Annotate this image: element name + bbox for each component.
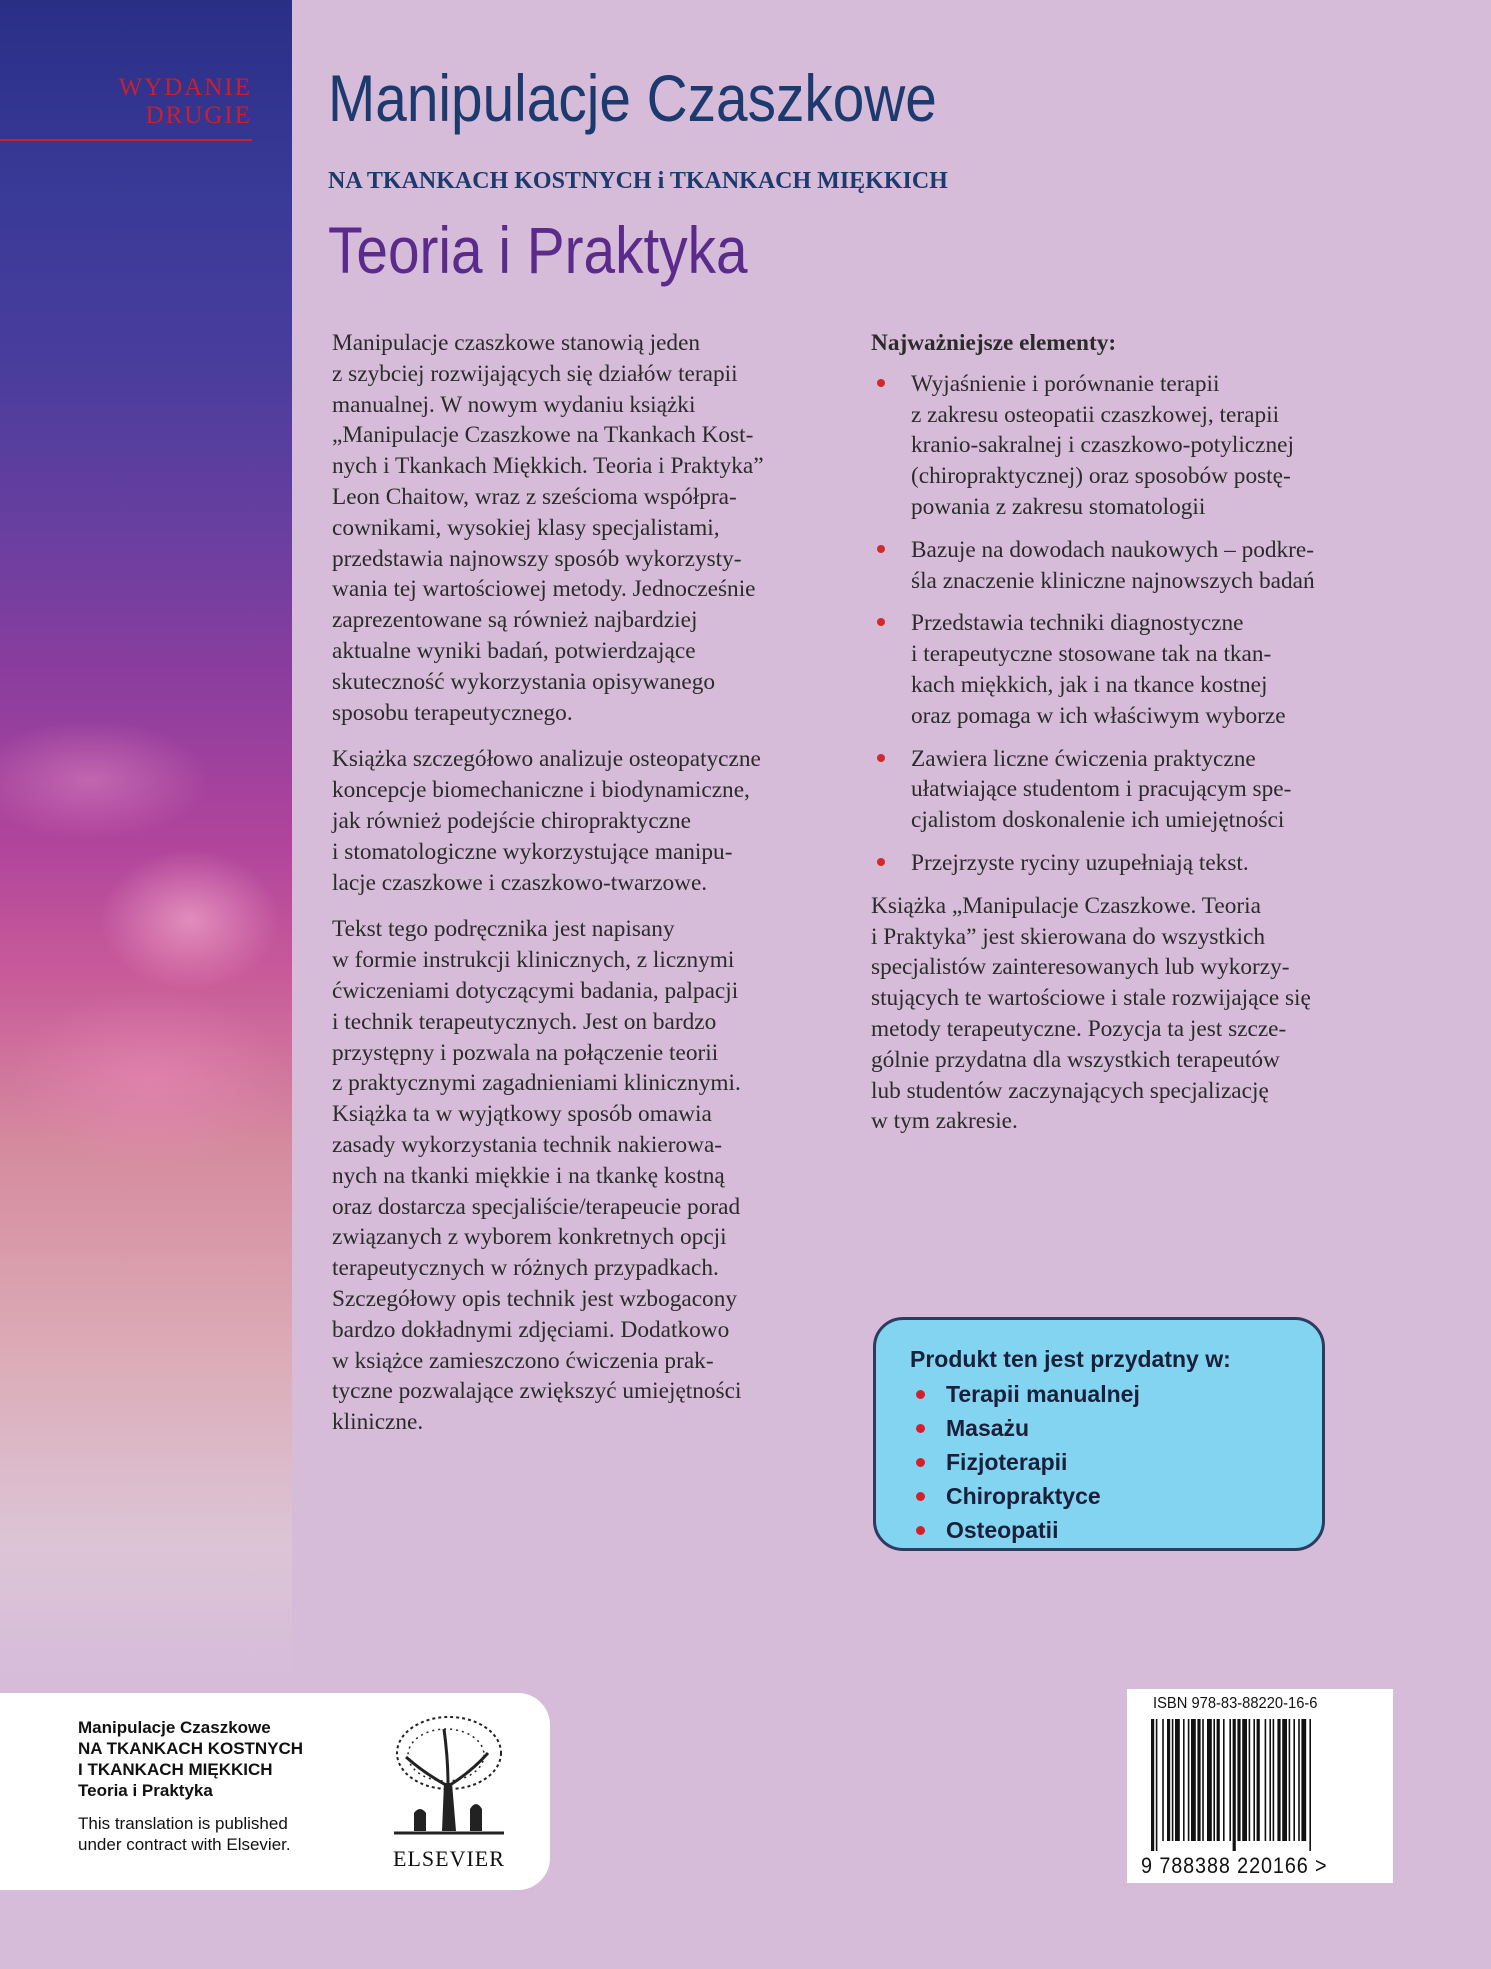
usage-item-label: Masażu — [946, 1415, 1030, 1441]
bullet-icon — [877, 545, 885, 553]
bullet-icon — [916, 1424, 925, 1433]
text-line: ułatwiające studentom i pracującym spe- — [911, 776, 1292, 803]
text-line: nych na tkanki miękkie i na tkankę kostną — [332, 1162, 725, 1189]
text-line: stujących te wartościowe i stale rozwijające się — [871, 985, 1311, 1012]
bullet-icon — [877, 858, 885, 866]
closing-paragraph — [871, 891, 1391, 1137]
text-line: i technik terapeutycznych. Jest on bardzo — [332, 1008, 717, 1035]
barcode-bar — [1191, 1719, 1196, 1841]
text-line: przedstawia najnowszy sposób wykorzysty- — [332, 545, 742, 572]
text-line: lub studentów zaczynających specjalizację — [871, 1077, 1269, 1104]
text-line: nych i Tkankach Miękkich. Teoria i Praktyka” — [332, 453, 764, 480]
usage-item — [910, 1377, 1322, 1411]
barcode-bar — [1273, 1719, 1275, 1841]
bullet-icon — [916, 1492, 925, 1501]
text-line: metody terapeutyczne. Pozycja ta jest szcze- — [871, 1015, 1287, 1042]
usage-item — [910, 1411, 1322, 1445]
highlight-item — [871, 848, 1391, 879]
text-line: i Praktyka” jest skierowana do wszystkich — [871, 923, 1266, 950]
barcode-bar — [1257, 1719, 1260, 1841]
text-line: aktualne wyniki badań, potwierdzające — [332, 637, 696, 664]
publisher-logo — [384, 1713, 514, 1883]
text-line: Książka szczegółowo analizuje osteopatyczne — [332, 746, 761, 773]
edition-line-2: DRUGIE — [145, 102, 252, 129]
text-line: cownikami, wysokiej klasy specjalistami, — [332, 514, 720, 541]
edition-divider — [0, 139, 252, 141]
barcode-icon — [1149, 1719, 1371, 1851]
text-line: jak również podejście chiropraktyczne — [332, 807, 691, 834]
imprint-text — [78, 1717, 303, 1855]
isbn-label: ISBN 978-83-88220-16-6 — [1153, 1695, 1318, 1712]
usage-box-title: Produkt ten jest przydatny w: — [910, 1346, 1231, 1372]
text-line: manualnej. W nowym wydaniu książki — [332, 391, 696, 418]
text-line: Książka „Manipulacje Czaszkowe. Teoria — [871, 892, 1261, 919]
description-paragraph-3 — [332, 914, 842, 1438]
barcode-bar — [1249, 1719, 1251, 1841]
barcode-bar — [1277, 1719, 1280, 1841]
barcode-bar — [1202, 1719, 1204, 1841]
text-line: Przedstawia techniki diagnostyczne — [911, 610, 1244, 637]
usage-item-label: Chiropraktyce — [946, 1483, 1101, 1509]
bullet-icon — [916, 1458, 925, 1467]
barcode-bar — [1237, 1719, 1240, 1841]
highlight-item — [871, 608, 1391, 731]
book-subtitle: NA TKANKACH KOSTNYCH i TKANKACH MIĘKKICH — [328, 168, 948, 194]
usage-item — [910, 1513, 1322, 1547]
barcode-bar — [1242, 1719, 1247, 1841]
bullet-icon — [916, 1526, 925, 1535]
barcode-bar — [1188, 1719, 1190, 1841]
text-line: lacje czaszkowe i czaszkowo-twarzowe. — [332, 869, 708, 896]
text-line: oraz dostarcza specjaliście/terapeucie porad — [332, 1193, 741, 1220]
text-line: bardzo dokładnymi zdjęciami. Dodatkowo — [332, 1316, 730, 1343]
text-line: sposobu terapeutycznego. — [332, 699, 573, 726]
publisher-name: ELSEVIER — [393, 1846, 505, 1871]
barcode-bar — [1229, 1719, 1231, 1841]
barcode-bar — [1197, 1719, 1200, 1841]
barcode-box — [1127, 1689, 1393, 1883]
imprint-note — [78, 1813, 303, 1855]
usage-item — [910, 1445, 1322, 1479]
text-line: specjalistów zainteresowanych lub wykorzy- — [871, 954, 1290, 981]
bullet-icon — [916, 1390, 925, 1399]
text-line: koncepcje biomechaniczne i biodynamiczne, — [332, 777, 750, 804]
text-line: śla znaczenie kliniczne najnowszych badań — [911, 567, 1315, 594]
text-line: Zawiera liczne ćwiczenia praktyczne — [911, 745, 1256, 772]
usage-item-label: Terapii manualnej — [946, 1381, 1140, 1407]
text-line: tyczne pozwalające zwiększyć umiejętności — [332, 1378, 742, 1405]
usage-box — [873, 1317, 1325, 1551]
text-line: w książce zamieszczono ćwiczenia prak- — [332, 1347, 714, 1374]
text-line: gólnie przydatna dla wszystkich terapeutów — [871, 1046, 1280, 1073]
barcode-bar — [1162, 1719, 1164, 1841]
text-line: kranio-sakralnej i czaszkowo-potylicznej — [911, 432, 1294, 459]
text-line: i stomatologiczne wykorzystujące manipu- — [332, 838, 733, 865]
text-line: zasady wykorzystania technik nakierowa- — [332, 1131, 723, 1158]
text-line: powania z zakresu stomatologii — [911, 493, 1206, 520]
barcode-bar — [1298, 1719, 1300, 1841]
book-title: Manipulacje Czaszkowe — [328, 61, 937, 135]
barcode-bar — [1253, 1719, 1255, 1841]
usage-item-label: Osteopatii — [946, 1517, 1059, 1543]
left-text-column — [332, 328, 842, 1454]
barcode-bar — [1309, 1719, 1311, 1851]
text-line: w formie instrukcji klinicznych, z licznymi — [332, 947, 735, 974]
text-line: kach miękkich, jak i na tkance kostnej — [911, 671, 1268, 698]
barcode-bar — [1167, 1719, 1170, 1841]
book-subtitle-2: Teoria i Praktyka — [328, 213, 748, 287]
text-line: Wyjaśnienie i porównanie terapii — [911, 370, 1220, 397]
text-line: Bazuje na dowodach naukowych – podkre- — [911, 536, 1315, 563]
barcode-bar — [1156, 1719, 1158, 1851]
text-line: oraz pomaga w ich właściwym wyborze — [911, 702, 1286, 729]
imprint-note-line-2: under contract with Elsevier. — [78, 1835, 291, 1854]
text-line: „Manipulacje Czaszkowe na Tkankach Kost- — [332, 422, 754, 449]
edition-line-1: WYDANIE — [118, 74, 252, 101]
description-paragraph-1 — [332, 328, 842, 728]
barcode-bar — [1172, 1719, 1174, 1841]
barcode-bar — [1301, 1719, 1306, 1841]
barcode-bar — [1207, 1719, 1212, 1841]
barcode-bar — [1213, 1719, 1215, 1841]
imprint-title: Manipulacje Czaszkowe — [78, 1718, 271, 1737]
text-line: przystępny i pozwala na połączenie teorii — [332, 1039, 719, 1066]
cover-photo — [0, 720, 292, 1240]
text-line: z praktycznymi zagadnieniami klinicznymi. — [332, 1070, 741, 1097]
imprint-note-line-1: This translation is published — [78, 1814, 288, 1833]
text-line: Książka ta w wyjątkowy sposób omawia — [332, 1101, 712, 1128]
barcode-bar — [1293, 1719, 1295, 1841]
barcode-bar — [1151, 1719, 1154, 1851]
barcode-digits: 9 788388 220166 > — [1141, 1853, 1328, 1878]
text-line: Szczegółowy opis technik jest wzbogacony — [332, 1285, 737, 1312]
cover-photo-strip — [0, 0, 292, 1680]
barcode-bar — [1175, 1719, 1180, 1841]
text-line: w tym zakresie. — [871, 1108, 1018, 1135]
barcode-bar — [1282, 1719, 1287, 1841]
text-line: z zakresu osteopatii czaszkowej, terapii — [911, 401, 1280, 428]
text-line: skuteczność wykorzystania opisywanego — [332, 668, 715, 695]
tree-logo-icon — [384, 1713, 514, 1843]
bullet-icon — [877, 379, 885, 387]
imprint-subtitle-1: NA TKANKACH KOSTNYCH — [78, 1739, 304, 1758]
text-line: wania tej wartościowej metody. Jednocześnie — [332, 576, 756, 603]
bullet-icon — [877, 754, 885, 762]
text-line: i terapeutyczne stosowane tak na tkan- — [911, 641, 1272, 668]
highlight-item — [871, 744, 1391, 836]
bullet-icon — [877, 618, 885, 626]
description-paragraph-2 — [332, 744, 842, 898]
text-line: zaprezentowane są również najbardziej — [332, 607, 698, 634]
text-line: związanych z wyborem konkretnych opcji — [332, 1224, 727, 1251]
barcode-bar — [1289, 1719, 1291, 1841]
edition-label — [80, 74, 252, 130]
text-line: Tekst tego podręcznika jest napisany — [332, 916, 675, 943]
barcode-bar — [1269, 1719, 1271, 1841]
text-line: ćwiczeniami dotyczącymi badania, palpacji — [332, 977, 739, 1004]
text-line: Leon Chaitow, wraz z sześcioma współpra- — [332, 483, 737, 510]
barcode-bar — [1265, 1719, 1267, 1841]
text-line: Manipulacje czaszkowe stanowią jeden — [332, 330, 701, 356]
text-line: Przejrzyste ryciny uzupełniają tekst. — [911, 849, 1249, 876]
text-line: terapeutycznych w różnych przypadkach. — [332, 1255, 719, 1282]
barcode-bar — [1233, 1719, 1236, 1851]
highlight-item — [871, 369, 1391, 523]
text-line: cjalistom doskonalenie ich umiejętności — [911, 807, 1285, 834]
text-line: z szybciej rozwijających się działów terapii — [332, 360, 738, 387]
barcode-bar — [1223, 1719, 1225, 1841]
highlights-heading: Najważniejsze elementy: — [871, 330, 1117, 356]
highlight-item — [871, 535, 1391, 597]
text-line: (chiropraktycznej) oraz sposobów postę- — [911, 463, 1291, 490]
barcode-bar — [1217, 1719, 1220, 1841]
text-line: kliniczne. — [332, 1409, 424, 1436]
imprint-subtitle-3: Teoria i Praktyka — [78, 1781, 213, 1800]
usage-item — [910, 1479, 1322, 1513]
imprint-box — [0, 1693, 550, 1890]
imprint-subtitle-2: I TKANKACH MIĘKKICH — [78, 1760, 273, 1779]
usage-item-label: Fizjoterapii — [946, 1449, 1068, 1475]
right-text-column — [871, 328, 1391, 1153]
barcode-bar — [1183, 1719, 1185, 1841]
